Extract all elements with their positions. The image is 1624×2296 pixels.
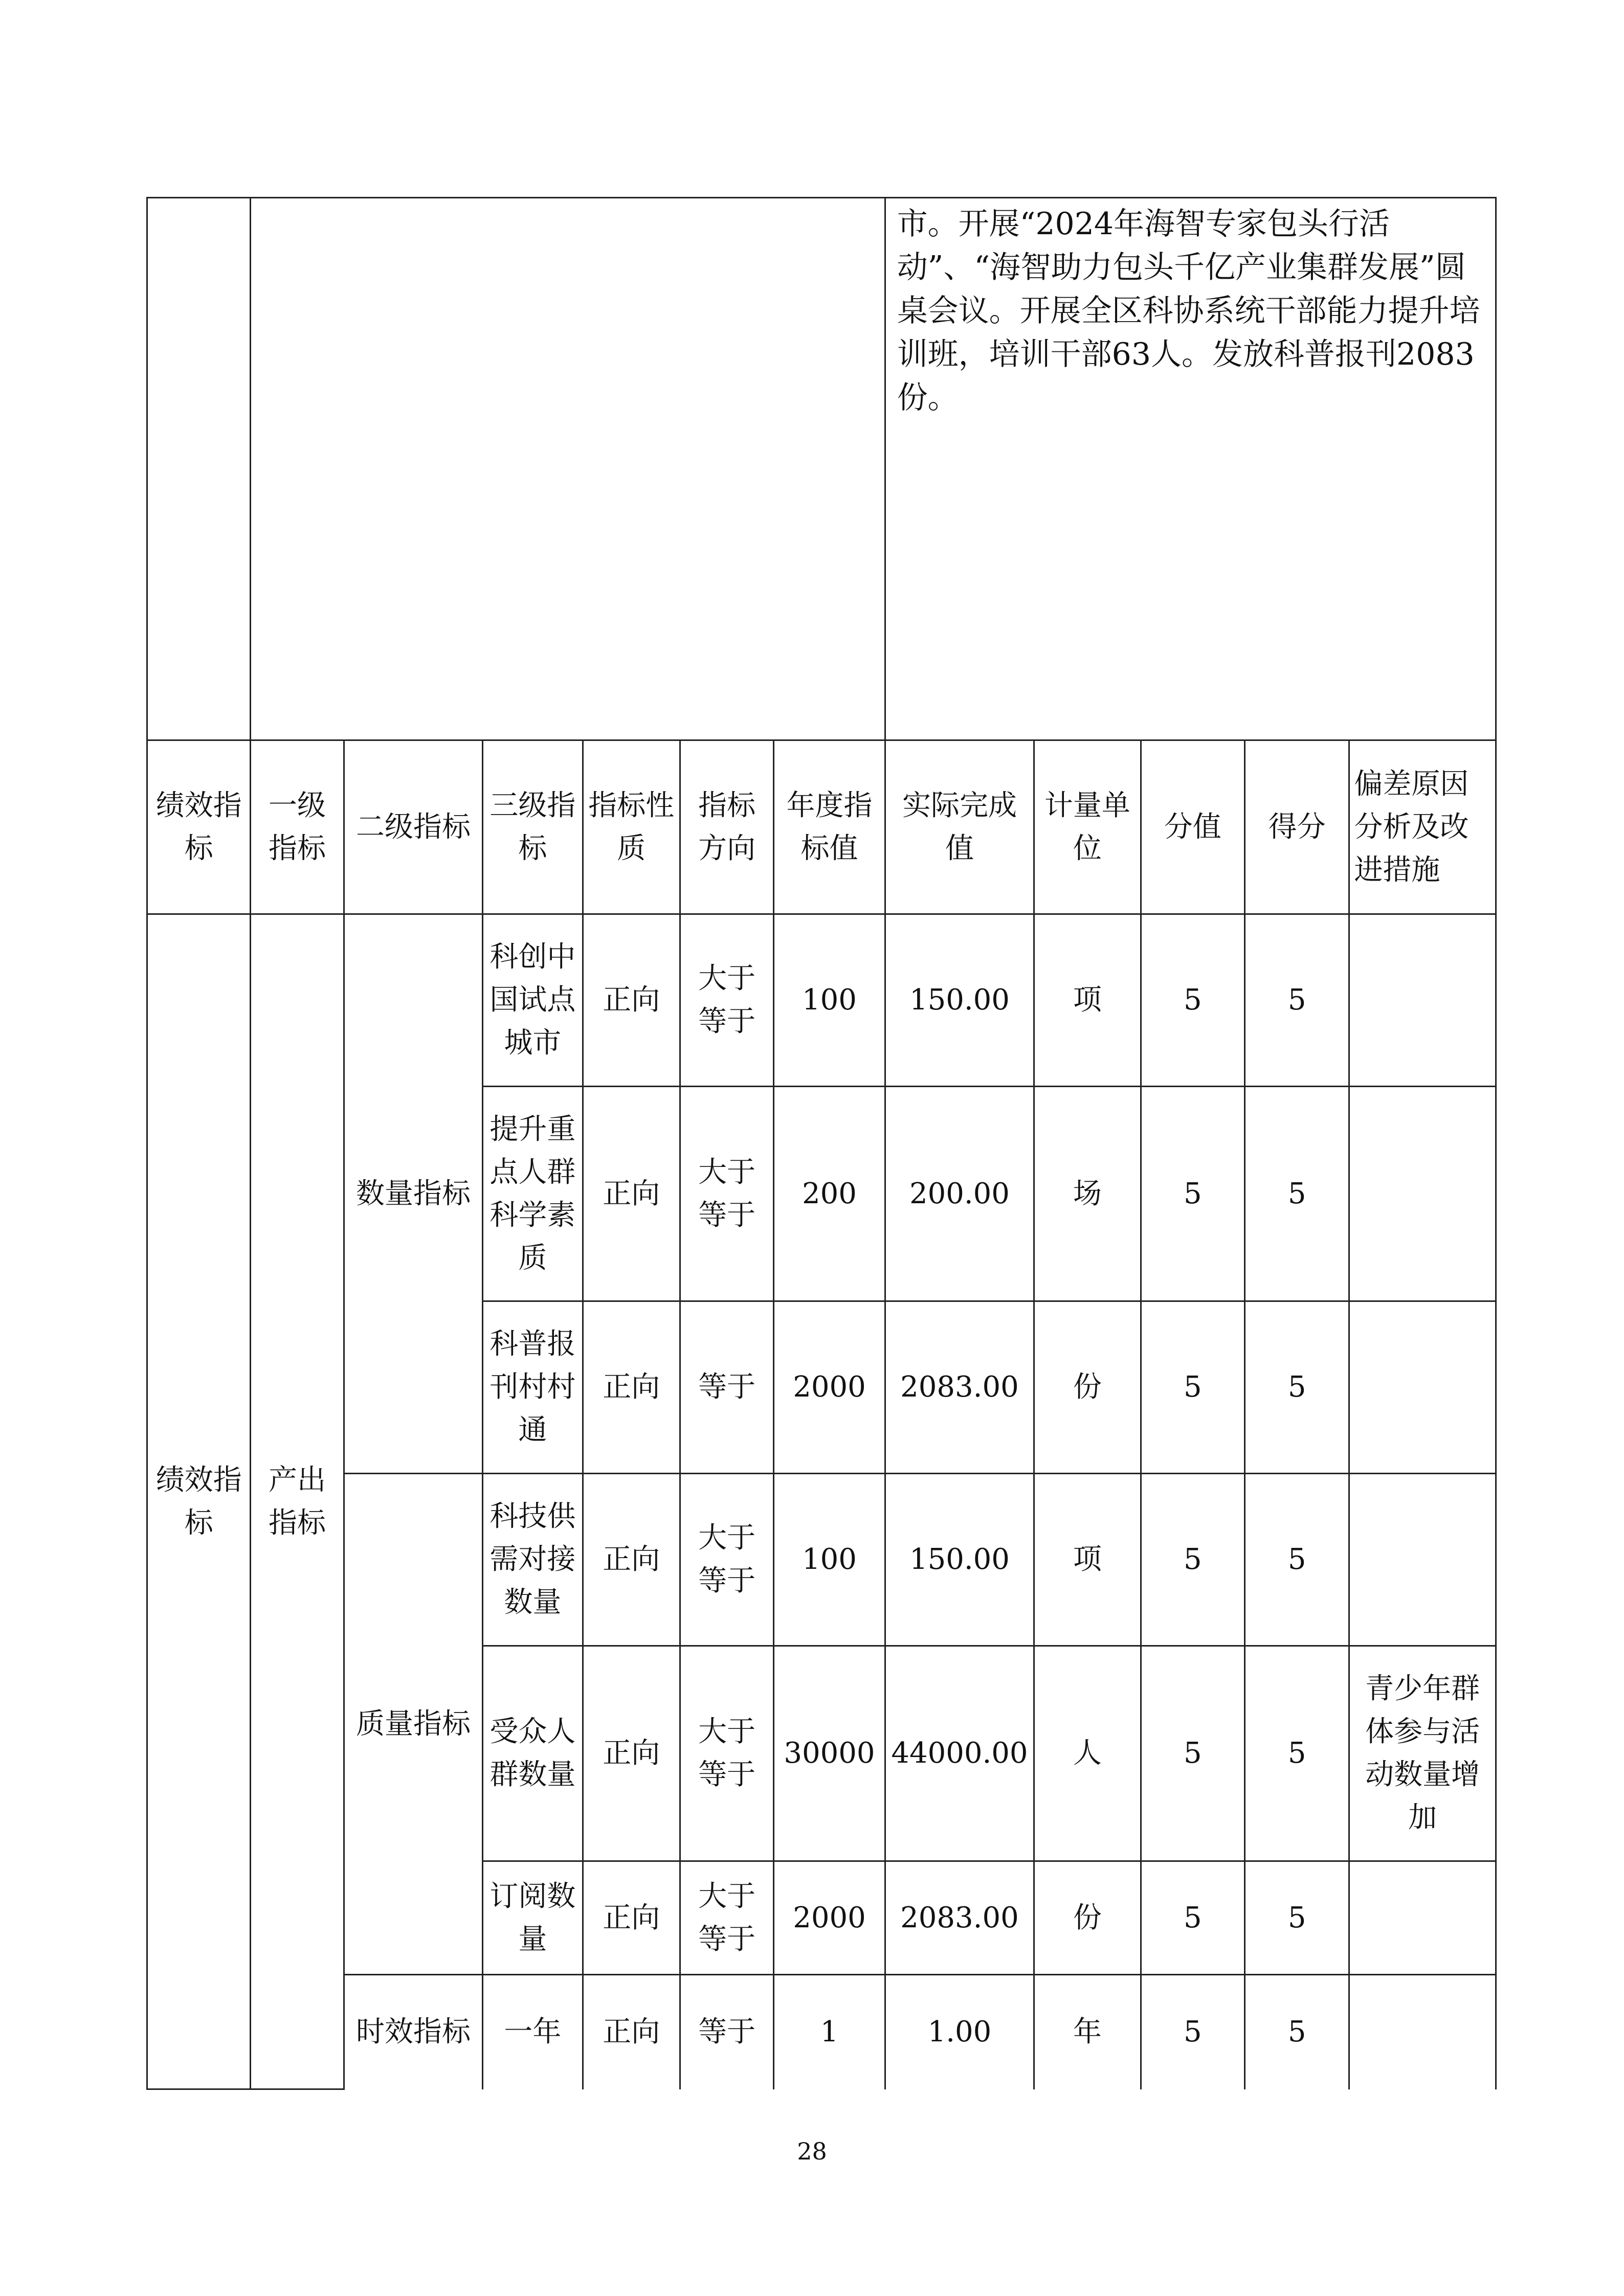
- deviation-cell: [1349, 1861, 1496, 1975]
- level3-name: 一年: [483, 1975, 583, 2089]
- target-cell: 1: [774, 1975, 885, 2089]
- unit-cell: 份: [1034, 1301, 1141, 1474]
- score-value-cell: 5: [1141, 1975, 1244, 2089]
- level1-group-cell: 产出指标: [251, 914, 344, 2089]
- actual-cell: 44000.00: [885, 1646, 1034, 1861]
- summary-text: 市。开展“2024年海智专家包头行活动”、“海智助力包头千亿产业集群发展”圆桌会议。开展全区科协系统干部能力提升培训班，培训干部63人。发放科普报刊2083份。: [897, 206, 1480, 416]
- level3-name: 订阅数量: [483, 1861, 583, 1975]
- empty-cell: [251, 198, 885, 740]
- direction-cell: 等于: [680, 1975, 773, 2089]
- nature-cell: 正向: [583, 1861, 680, 1975]
- header-level1: 一级指标: [251, 740, 344, 914]
- header-unit: 计量单位: [1034, 740, 1141, 914]
- header-performance: 绩效指标: [147, 740, 251, 914]
- target-cell: 200: [774, 1087, 885, 1301]
- nature-cell: 正向: [583, 914, 680, 1087]
- header-actual: 实际完成值: [885, 740, 1034, 914]
- actual-cell: 200.00: [885, 1087, 1034, 1301]
- deviation-cell: [1349, 1087, 1496, 1301]
- performance-group-cell: 绩效指标: [147, 914, 251, 2089]
- deviation-cell: [1349, 1301, 1496, 1474]
- table-row: [147, 1474, 1496, 1646]
- direction-cell: 大于等于: [680, 1861, 773, 1975]
- score-cell: 5: [1244, 1975, 1349, 2089]
- deviation-cell: [1349, 914, 1496, 1087]
- score-value-cell: 5: [1141, 914, 1244, 1087]
- nature-cell: 正向: [583, 1646, 680, 1861]
- actual-cell: 2083.00: [885, 1861, 1034, 1975]
- unit-cell: 项: [1034, 914, 1141, 1087]
- actual-cell: 2083.00: [885, 1301, 1034, 1474]
- score-cell: 5: [1244, 1474, 1349, 1646]
- header-level2: 二级指标: [344, 740, 483, 914]
- deviation-cell: 青少年群体参与活动数量增加: [1349, 1646, 1496, 1861]
- header-deviation: 偏差原因分析及改进措施: [1349, 740, 1496, 914]
- score-cell: 5: [1244, 1646, 1349, 1861]
- header-target: 年度指标值: [774, 740, 885, 914]
- target-cell: 100: [774, 1474, 885, 1646]
- level3-name: 受众人群数量: [483, 1646, 583, 1861]
- unit-cell: 份: [1034, 1861, 1141, 1975]
- deviation-cell: [1349, 1474, 1496, 1646]
- direction-cell: 大于等于: [680, 1474, 773, 1646]
- direction-cell: 等于: [680, 1301, 773, 1474]
- header-direction: 指标方向: [680, 740, 773, 914]
- target-cell: 100: [774, 914, 885, 1087]
- table-row: [147, 914, 1496, 1087]
- actual-cell: 150.00: [885, 914, 1034, 1087]
- score-value-cell: 5: [1141, 1861, 1244, 1975]
- unit-cell: 项: [1034, 1474, 1141, 1646]
- score-value-cell: 5: [1141, 1646, 1244, 1861]
- page-number: 28: [797, 2137, 827, 2165]
- score-cell: 5: [1244, 914, 1349, 1087]
- target-cell: 30000: [774, 1646, 885, 1861]
- header-score-value: 分值: [1141, 740, 1244, 914]
- level3-name: 科创中国试点城市: [483, 914, 583, 1087]
- unit-cell: 年: [1034, 1975, 1141, 2089]
- nature-cell: 正向: [583, 1474, 680, 1646]
- direction-cell: 大于等于: [680, 914, 773, 1087]
- summary-text-cell: [885, 198, 1496, 740]
- level2-timeliness-cell: 时效指标: [344, 1975, 483, 2089]
- target-cell: 2000: [774, 1861, 885, 1975]
- nature-cell: 正向: [583, 1087, 680, 1301]
- level3-name: 科技供需对接数量: [483, 1474, 583, 1646]
- direction-cell: 大于等于: [680, 1087, 773, 1301]
- level3-name: 提升重点人群科学素质: [483, 1087, 583, 1301]
- score-value-cell: 5: [1141, 1301, 1244, 1474]
- performance-table: [146, 197, 1497, 2090]
- unit-cell: 场: [1034, 1087, 1141, 1301]
- empty-cell: [147, 198, 251, 740]
- score-value-cell: 5: [1141, 1087, 1244, 1301]
- unit-cell: 人: [1034, 1646, 1141, 1861]
- header-nature: 指标性质: [583, 740, 680, 914]
- header-row: [147, 740, 1496, 914]
- nature-cell: 正向: [583, 1975, 680, 2089]
- continuation-row: [147, 198, 1496, 740]
- score-cell: 5: [1244, 1861, 1349, 1975]
- table-row: [147, 1975, 1496, 2089]
- header-level3: 三级指标: [483, 740, 583, 914]
- actual-cell: 1.00: [885, 1975, 1034, 2089]
- direction-cell: 大于等于: [680, 1646, 773, 1861]
- score-cell: 5: [1244, 1301, 1349, 1474]
- target-cell: 2000: [774, 1301, 885, 1474]
- deviation-cell: [1349, 1975, 1496, 2089]
- score-cell: 5: [1244, 1087, 1349, 1301]
- level3-name: 科普报刊村村通: [483, 1301, 583, 1474]
- level2-quality-cell: 质量指标: [344, 1474, 483, 1975]
- actual-cell: 150.00: [885, 1474, 1034, 1646]
- score-value-cell: 5: [1141, 1474, 1244, 1646]
- header-score: 得分: [1244, 740, 1349, 914]
- nature-cell: 正向: [583, 1301, 680, 1474]
- level2-quantity-cell: 数量指标: [344, 914, 483, 1474]
